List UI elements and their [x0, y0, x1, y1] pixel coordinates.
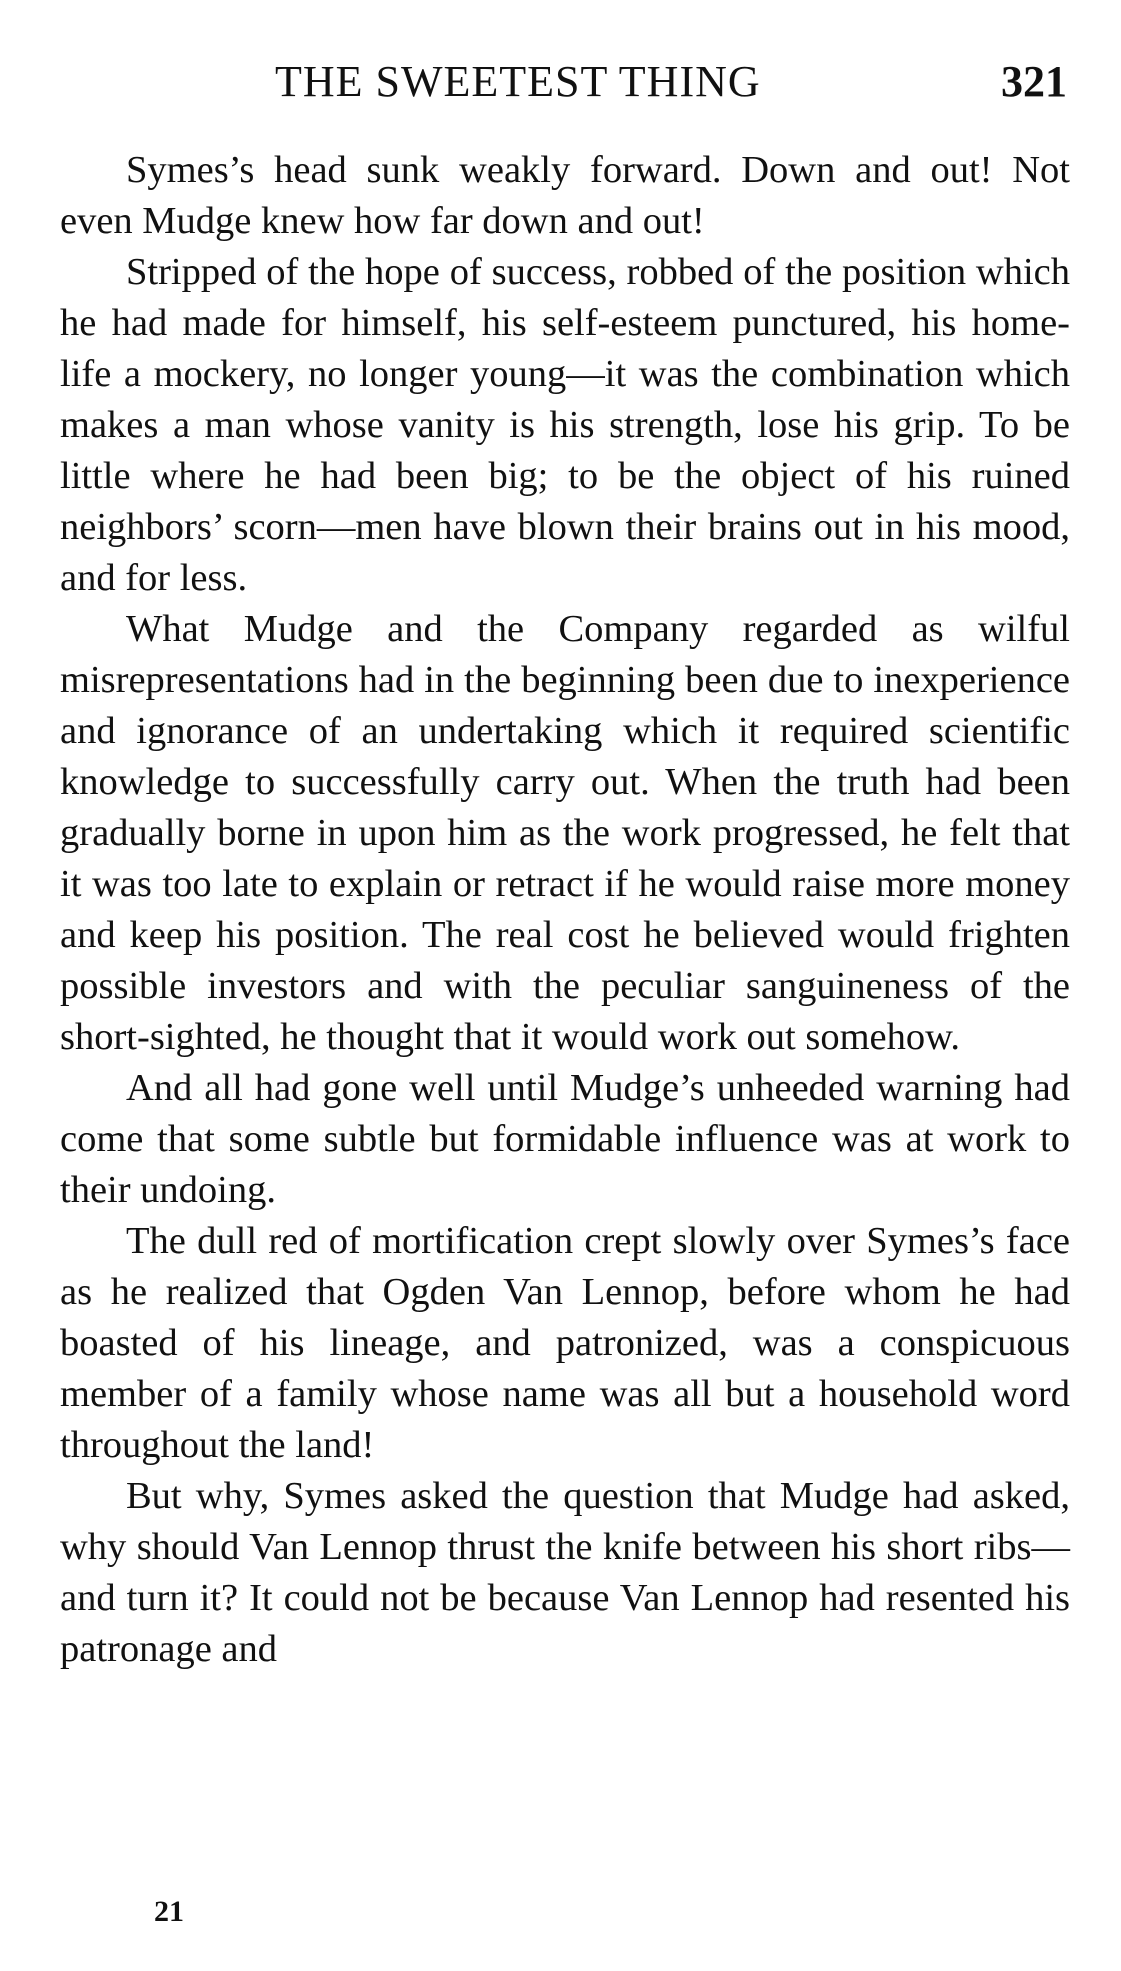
paragraph-1: Symes’s head sunk weakly forward. Down and out! Not even Mudge knew how far down and out!: [60, 149, 1070, 242]
paragraph-4: And all had gone well until Mudge’s unheeded warning had come that some subtle but formidable influence was at work to their undoing.: [60, 1067, 1070, 1211]
paragraph-3: What Mudge and the Company regarded as wilful misrepresentations had in the beginning been due to inexperience and ignorance of an undertaking which it required scientific knowledge to successfully carry out. When the truth had been gradually borne in upon him as the work progressed, he felt that it was too late to explain or retract if he would raise more money and keep his position. The real cost he believed would frighten possible investors and with the peculiar sanguineness of the short-sighted, he thought that it would work out somehow.: [60, 608, 1070, 1058]
paragraph-6: But why, Symes asked the question that Mudge had asked, why should Van Lennop thrust the knife between his short ribs—and turn it? It could not be because Van Lennop had resented his patronage and: [60, 1475, 1070, 1670]
signature-mark: 21: [154, 1895, 184, 1928]
body-text: [60, 145, 1070, 1675]
paragraph-5: The dull red of mortification crept slowly over Symes’s face as he realized that Ogden Van Lennop, before whom he had boasted of his lineage, and patronized, was a conspicuous member of a family whose name was all but a household word throughout the land!: [60, 1220, 1070, 1466]
paragraph-2: Stripped of the hope of success, robbed of the position which he had made for himself, his self-esteem punctured, his home-life a mockery, no longer young—it was the combination which makes a man whose vanity is his strength, lose his grip. To be little where he had been big; to be the object of his ruined neighbors’ scorn—men have blown their brains out in his mood, and for less.: [60, 251, 1070, 599]
page-number: 321: [1001, 57, 1067, 106]
running-title: THE SWEETEST THING: [275, 57, 761, 106]
